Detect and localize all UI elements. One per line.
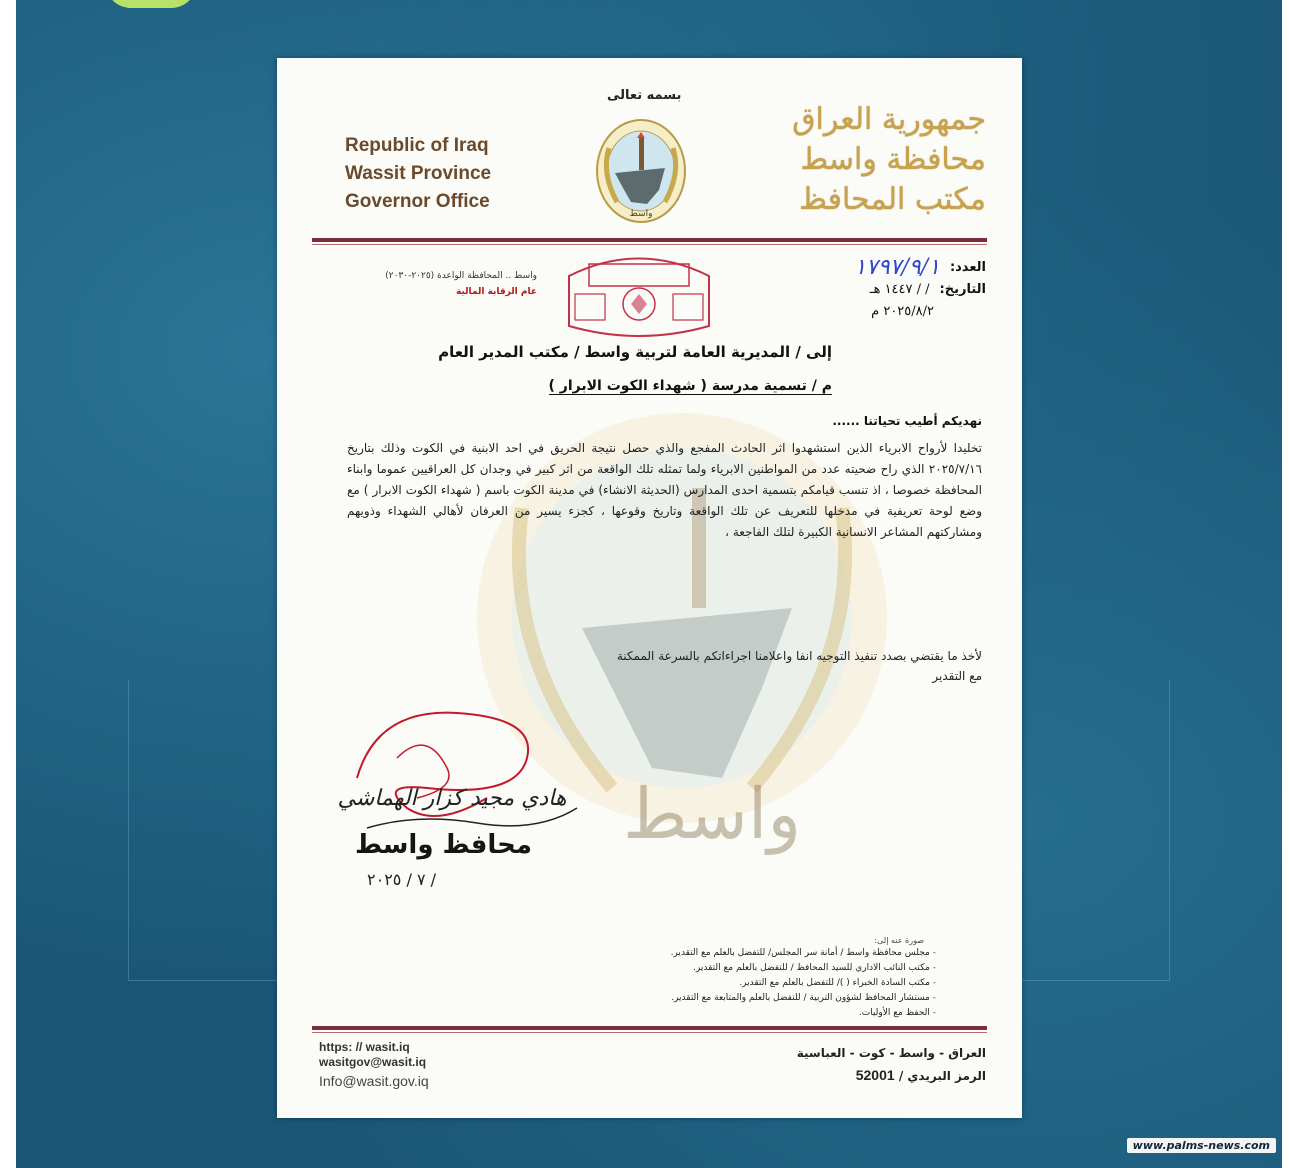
footer-info-email: Info@wasit.gov.iq xyxy=(319,1073,429,1089)
ref-number-row xyxy=(726,256,986,278)
cc-item: - الحفظ مع الأوليات. xyxy=(506,1006,936,1021)
header-rule xyxy=(312,238,987,242)
ref-number-label: العدد: xyxy=(949,259,986,275)
ref-date-hijri: / / ١٤٤٧ هـ xyxy=(869,281,930,297)
arabic-line-province: محافظة واسط xyxy=(800,142,986,177)
footer-rule xyxy=(312,1026,987,1030)
cc-item: - مكتب السادة الخبراء ( )/ للتفضل بالعلم مع التقدير. xyxy=(506,976,936,991)
cc-item: - مكتب النائب الاداري للسيد المحافظ / للتفضل بالعلم مع التقدير. xyxy=(506,961,936,976)
letter-body xyxy=(347,438,982,543)
subject: م / تسمية مدرسة ( شهداء الكوت الابرار ) xyxy=(548,378,832,394)
ref-date-label: التاريخ: xyxy=(939,281,986,297)
footer-address-line: العراق - واسط - كوت - العباسية xyxy=(796,1046,986,1060)
letterhead-line-country: Republic of Iraq xyxy=(345,135,489,156)
province-slogan xyxy=(367,268,537,300)
office-stamp xyxy=(559,246,719,346)
document-page xyxy=(277,58,1022,1118)
greeting: نهديكم أطيب تحياتنا ...... xyxy=(832,414,982,428)
basmala: بسمه تعالى xyxy=(607,88,682,103)
postal-code: 52001 xyxy=(855,1067,895,1083)
arabic-letterhead xyxy=(766,100,986,220)
letterhead-line-office: Governor Office xyxy=(345,191,490,212)
footer-address xyxy=(797,1042,986,1087)
svg-text:واسط: واسط xyxy=(629,209,653,219)
province-emblem-icon xyxy=(595,118,687,224)
signatory-name: هادي مجيد كزار الهماشي xyxy=(337,786,567,811)
closing-regards: مع التقدير xyxy=(932,669,982,683)
svg-text:واسط: واسط xyxy=(622,773,802,855)
addressee: إلى / المديرية العامة لتربية واسط / مكتب المدير العام xyxy=(438,343,832,361)
slogan-year: عام الرقابة المالية xyxy=(456,287,537,297)
footer-email: wasitgov@wasit.iq xyxy=(319,1055,427,1069)
slogan-line: واسط .. المحافظة الواعدة (٢٠٢٥-٢٠٣٠) xyxy=(385,271,537,281)
ref-date-row xyxy=(726,278,986,300)
ref-date-gregorian: ٢٠٢٥/٨/٢ م xyxy=(871,303,934,319)
arabic-line-country: جمهورية العراق xyxy=(792,102,986,137)
signatory-title: محافظ واسط xyxy=(355,830,532,860)
reference-block xyxy=(726,256,986,322)
footer-contacts xyxy=(319,1040,429,1089)
closing-line: لأخذ ما يقتضي بصدد تنفيذ التوجيه انفا واعلامنا اجراءاتكم بالسرعة الممكنة xyxy=(616,649,982,663)
ref-number-value: ١٧٩٧/٩/١ xyxy=(854,254,940,280)
signatory-date: / ٧ / ٢٠٢٥ xyxy=(367,870,437,889)
postal-label: الرمز البريدي / xyxy=(898,1069,986,1083)
source-watermark: www.palms-news.com xyxy=(1127,1138,1276,1153)
cc-title: صورة عنه إلى: xyxy=(874,936,924,945)
header-rule-thin xyxy=(312,244,987,245)
cc-item: - مستشار المحافظ لشؤون التربية / للتفضل بالعلم والمتابعة مع التقدير. xyxy=(506,991,936,1006)
left-edge xyxy=(0,0,16,1168)
footer-postal xyxy=(797,1064,986,1087)
english-letterhead xyxy=(345,132,491,216)
body-paragraph: تخليدا لأرواح الابرياء الذين استشهدوا اثر الحادث المفجع والذي حصل نتيجة الحريق في احد الابنية في الكوت وذلك بتاريخ ٢٠٢٥/٧/١٦ الذي راح ضحيته عدد من المواطنين الابرياء ولما تمثله تلك الواقعة من اثر كبير في وجدان كل العراقيين عموما وابناء المحافظة خصوصا ، اذ تنسب قيامكم بتسمية احدى المدارس (الحديثة الانشاء) في مدينة الكوت باسم ( شهداء الكوت الابرار ) مع وضع لوحة تعريفية في مدخلها للتعريف عن تلك الواقعة وتاريخ وقوعها ، كجزء يسير من العرفان لأهالي الشهداء وذويهم ومشاركتهم المشاعر الانسانية الكبيرة لتلك الفاجعة ، xyxy=(347,441,982,539)
footer-website: https: // wasit.iq xyxy=(319,1040,410,1054)
cc-item: - مجلس محافظة واسط / أمانة سر المجلس/ للتفضل بالعلم مع التقدير. xyxy=(506,946,936,961)
right-edge xyxy=(1282,0,1290,1168)
letterhead-line-province: Wassit Province xyxy=(345,163,492,184)
cc-list xyxy=(506,946,936,1021)
ref-date-greg-row xyxy=(726,300,986,322)
footer-rule-thin xyxy=(312,1032,987,1033)
closing xyxy=(617,646,982,686)
arabic-line-office: مكتب المحافظ xyxy=(799,182,986,217)
